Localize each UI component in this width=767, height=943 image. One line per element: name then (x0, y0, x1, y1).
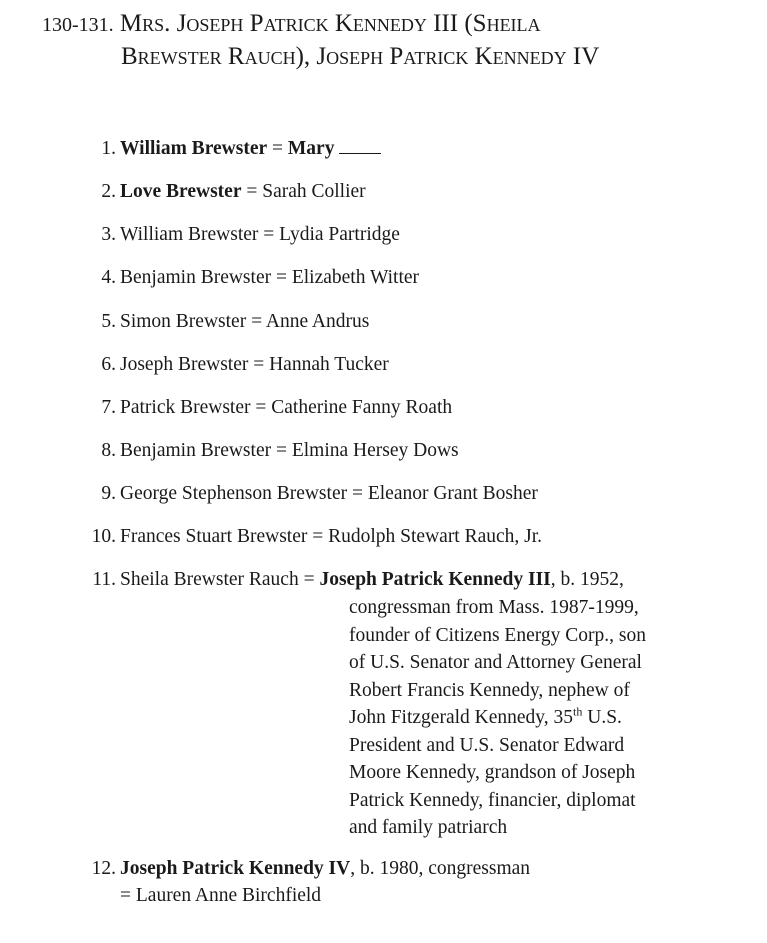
spouse-text: = Sarah Collier (241, 181, 366, 202)
item-text: George Stephenson Brewster = Eleanor Grant Bosher (120, 483, 538, 504)
list-item (0, 352, 767, 378)
continuation-line: and family patriarch (349, 817, 508, 838)
continuation-line: congressman from Mass. 1987-1999, (349, 597, 639, 618)
item-number: 2. (101, 181, 116, 202)
ancestor-name: William Brewster (120, 138, 268, 159)
list-item (0, 481, 767, 507)
item-text (120, 567, 624, 593)
entry-12-continuation: = Lauren Anne Birchfield (120, 885, 322, 906)
item-text: Frances Stuart Brewster = Rudolph Stewart Rauch, Jr. (120, 526, 543, 547)
item-text: Benjamin Brewster = Elmina Hersey Dows (120, 440, 459, 461)
item-text: Joseph Brewster = Hannah Tucker (120, 354, 389, 375)
item-text: Benjamin Brewster = Elizabeth Witter (120, 267, 420, 288)
item-number: 8. (101, 440, 116, 461)
list-item (0, 265, 767, 291)
item-number: 7. (101, 397, 116, 418)
list-item (0, 179, 767, 205)
continuation-line: President and U.S. Senator Edward (349, 734, 625, 756)
item-number: 5. (101, 311, 116, 332)
continuation-line (349, 704, 749, 732)
heading-title-line2: Brewster Rauch), Joseph Patrick Kennedy IV (121, 43, 600, 70)
page-heading (42, 8, 742, 73)
item-text (120, 136, 381, 162)
item-number: 1. (101, 138, 116, 159)
item-number: 4. (101, 267, 116, 288)
entry-11-continuation (349, 594, 749, 842)
spouse-name: Mary (287, 138, 335, 159)
list-item (0, 567, 767, 593)
list-item (0, 136, 767, 162)
heading-number: 130-131. (42, 14, 114, 36)
highlighted-name: Joseph Patrick Kennedy III (319, 569, 551, 590)
continuation-line: of U.S. Senator and Attorney General (349, 652, 642, 673)
item-text (120, 856, 530, 882)
item-number: 12. (91, 858, 116, 879)
continuation-line: Robert Francis Kennedy, nephew of (349, 679, 630, 701)
blank-line (339, 137, 381, 154)
continuation-text: John Fitzgerald Kennedy, 35 (349, 707, 574, 728)
birth-text: , b. 1952, (550, 569, 624, 590)
spouse-text: Sheila Brewster Rauch = (120, 569, 320, 590)
item-number: 3. (101, 224, 116, 245)
item-text (120, 179, 366, 205)
list-item (0, 222, 767, 248)
continuation-line: Moore Kennedy, grandson of Joseph (349, 762, 636, 783)
item-text: William Brewster = Lydia Partridge (120, 224, 400, 245)
birth-text: , b. 1980, congressman (350, 858, 531, 879)
item-number: 6. (101, 354, 116, 375)
continuation-text: U.S. (582, 707, 622, 728)
ancestor-name: Love Brewster (120, 181, 242, 202)
highlighted-name: Joseph Patrick Kennedy IV (120, 858, 351, 879)
list-item (0, 309, 767, 335)
continuation-line: Patrick Kennedy, financier, diplomat (349, 789, 636, 811)
list-item (0, 395, 767, 421)
ordinal-suffix: th (573, 704, 583, 719)
list-item (0, 524, 767, 550)
list-item (0, 856, 767, 882)
item-number: 11. (92, 569, 116, 590)
list-item (0, 438, 767, 464)
equals-sign: = (267, 138, 288, 159)
item-number: 10. (91, 526, 116, 547)
heading-title-line1: Mrs. Joseph Patrick Kennedy III (Sheila (119, 10, 541, 37)
item-text: Patrick Brewster = Catherine Fanny Roath (120, 397, 453, 418)
item-number: 9. (101, 483, 116, 504)
continuation-line: founder of Citizens Energy Corp., son (349, 624, 646, 646)
item-text: Simon Brewster = Anne Andrus (120, 311, 370, 332)
